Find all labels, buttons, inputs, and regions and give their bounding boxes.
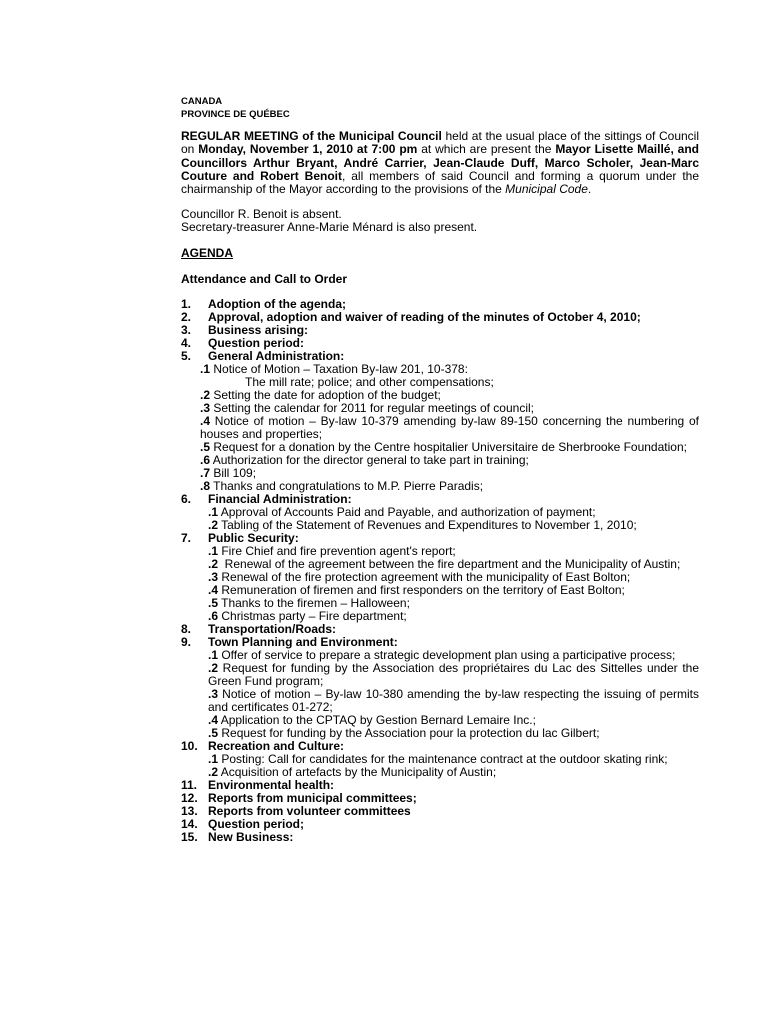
agenda-subitem-text: Renewal of the fire protection agreement with the municipality of East Bolton; (218, 570, 631, 585)
agenda-item-title: Transportation/Roads: (208, 622, 337, 637)
agenda-subitem-number: .4 (200, 414, 211, 429)
document-page (181, 95, 703, 845)
secretary-note: Secretary-treasurer Anne-Marie Ménard is also present. (181, 220, 478, 235)
agenda-subitem-text: Notice of Motion – Taxation By-law 201, 10-378: (210, 362, 468, 377)
agenda-item-title: Adoption of the agenda; (208, 297, 346, 312)
agenda-subitem (200, 414, 703, 442)
agenda-list (181, 297, 703, 845)
agenda-item-number: 13. (181, 804, 198, 819)
agenda-subitem-number: .4 (208, 583, 219, 598)
agenda-item-number: 8. (181, 622, 192, 637)
agenda-subitem-number: .2 (208, 557, 219, 572)
agenda-item-title: Town Planning and Environment: (208, 635, 398, 650)
agenda-item-number: 2. (181, 310, 192, 325)
agenda-item-number: 15. (181, 830, 198, 845)
agenda-subitem-text: Authorization for the director general to take part in training; (210, 453, 529, 468)
agenda-item-title: Approval, adoption and waiver of reading of the minutes of October 4, 2010; (208, 310, 641, 325)
agenda-subitem-text: Request for funding by the Association pour la protection du lac Gilbert; (218, 726, 600, 741)
intro-text: . (587, 182, 592, 197)
agenda-subitem-text: Setting the calendar for 2011 for regular meetings of council; (210, 401, 534, 416)
agenda-item-title: Reports from municipal committees; (208, 791, 417, 806)
municipal-code: Municipal Code (505, 182, 588, 197)
agenda-item-title: Environmental health: (208, 778, 335, 793)
agenda-item-number: 14. (181, 817, 198, 832)
agenda-subitem-text: Renewal of the agreement between the fire department and the Municipality of Austin; (218, 557, 681, 572)
intro-text: , all members of said Council and forming a quorum under the chairmanship of the Mayor according to the provisions of the (181, 168, 700, 197)
agenda-item-number: 9. (181, 635, 192, 650)
agenda-subitem-text: Remuneration of firemen and first responders on the territory of East Bolton; (218, 583, 625, 598)
agenda-subitem-number: .5 (208, 726, 219, 741)
agenda-subitem-text: Acquisition of artefacts by the Municipality of Austin; (218, 765, 497, 780)
agenda-item-title: Business arising: (208, 323, 309, 338)
agenda-subitem-number: .2 (208, 661, 219, 676)
agenda-subitems (181, 506, 699, 532)
agenda-subitem-number: .3 (208, 687, 219, 702)
agenda-heading: AGENDA (181, 246, 234, 261)
agenda-item-number: 5. (181, 349, 192, 364)
agenda-item-number: 12. (181, 791, 198, 806)
province-heading: PROVINCE DE QUÉBEC (181, 109, 290, 120)
intro-text: at which are present the (417, 142, 556, 157)
agenda-subitem-number: .3 (208, 570, 219, 585)
agenda-subitem-number: .1 (208, 752, 219, 767)
attendees: Mayor Lisette Maillé, and Councillors Arthur Bryant, André Carrier, Jean-Claude Duff, Marco Scholer, Jean-Marc Couture and Robert Benoit (181, 142, 700, 183)
agenda-item-number: 6. (181, 492, 192, 507)
agenda-item-number: 3. (181, 323, 192, 338)
attendance-heading: Attendance and Call to Order (181, 272, 348, 287)
agenda-subitem-number: .1 (208, 544, 219, 559)
agenda-item-number: 10. (181, 739, 198, 754)
agenda-subitems (181, 545, 699, 623)
agenda-item-title: Question period: (208, 336, 304, 351)
agenda-subitems (181, 753, 699, 779)
agenda-subitem-text: Application to the CPTAQ by Gestion Bernard Lemaire Inc.; (218, 713, 536, 728)
agenda-item-title: General Administration: (208, 349, 345, 364)
agenda-item-number: 7. (181, 531, 192, 546)
agenda-subitem-text: The mill rate; police; and other compensations; (245, 375, 494, 390)
agenda-subitems (181, 362, 703, 494)
meeting-date: Monday, November 1, 2010 at 7:00 pm (198, 142, 418, 157)
agenda-subitem-text: Fire Chief and fire prevention agent's report; (218, 544, 456, 559)
agenda-item-title: Public Security: (208, 531, 299, 546)
agenda-subitem-text: Approval of Accounts Paid and Payable, and authorization of payment; (218, 505, 596, 520)
agenda-subitem-text: Thanks and congratulations to M.P. Pierre Paradis; (210, 479, 484, 494)
agenda-subitem-text: Setting the date for adoption of the budget; (210, 388, 441, 403)
agenda-subitem-number: .5 (208, 596, 219, 611)
intro-text: held at the usual place of the sittings of Council on (181, 129, 700, 157)
agenda-subitem-text: Request for funding by the Association des propriétaires du Lac des Sittelles under the Green Fund program; (208, 661, 703, 689)
absent-note: Councillor R. Benoit is absent. (181, 207, 342, 222)
agenda-subitem-text: Posting: Call for candidates for the maintenance contract at the outdoor skating rink; (218, 752, 668, 767)
agenda-subitem-number: .4 (208, 713, 219, 728)
agenda-item-number: 4. (181, 336, 192, 351)
agenda-subitem-number: .2 (208, 765, 219, 780)
agenda-subitem (200, 454, 699, 467)
agenda-subitem-text: Thanks to the firemen – Halloween; (218, 596, 410, 611)
agenda-item-title: Reports from volunteer committees (208, 804, 411, 819)
agenda-subitem-number: .3 (200, 401, 211, 416)
agenda-subitem-text: Tabling of the Statement of Revenues and Expenditures to November 1, 2010; (218, 518, 637, 533)
agenda-subitem-number: .6 (208, 609, 219, 624)
agenda-subitem-number: .8 (200, 479, 211, 494)
agenda-item-title: New Business: (208, 830, 294, 845)
agenda-subitem-number: .2 (208, 518, 219, 533)
agenda-subitem-number: .1 (208, 648, 219, 663)
agenda-item-title: Recreation and Culture: (208, 739, 345, 754)
agenda-item-number: 1. (181, 297, 192, 312)
agenda-subitem-number: .6 (200, 453, 211, 468)
agenda-item-title: Financial Administration: (208, 492, 352, 507)
meeting-intro-paragraph (181, 130, 699, 196)
agenda-subitem-text: Christmas party – Fire department; (218, 609, 407, 624)
agenda-subitem-text: Notice of motion – By-law 10-380 amending the by-law respecting the issuing of permits and certificates 01-272; (208, 687, 703, 715)
agenda-subitems (181, 648, 703, 741)
agenda-subitem-number: .5 (200, 440, 211, 455)
agenda-subitem-number: .1 (200, 362, 211, 377)
meeting-title: REGULAR MEETING of the Municipal Council (181, 129, 442, 143)
agenda-subitem-text: Offer of service to prepare a strategic development plan using a participative process; (218, 648, 676, 663)
agenda-subitem-number: .2 (200, 388, 211, 403)
agenda-subitem-text: Notice of motion – By-law 10-379 amending by-law 89-150 concerning the numbering of houses and properties; (200, 414, 703, 442)
country-heading: CANADA (181, 96, 223, 107)
agenda-item-number: 11. (181, 778, 198, 793)
agenda-subitem-text: Bill 109; (210, 466, 257, 481)
agenda-item-title: Question period; (208, 817, 304, 832)
agenda-subitem-number: .7 (200, 466, 211, 481)
agenda-subitem-number: .1 (208, 505, 219, 520)
agenda-item (181, 831, 699, 844)
agenda-subitem-text: Request for a donation by the Centre hospitalier Universitaire de Sherbrooke Foundation; (210, 440, 687, 455)
agenda-subitem (208, 687, 703, 715)
agenda-subitem (208, 661, 703, 689)
